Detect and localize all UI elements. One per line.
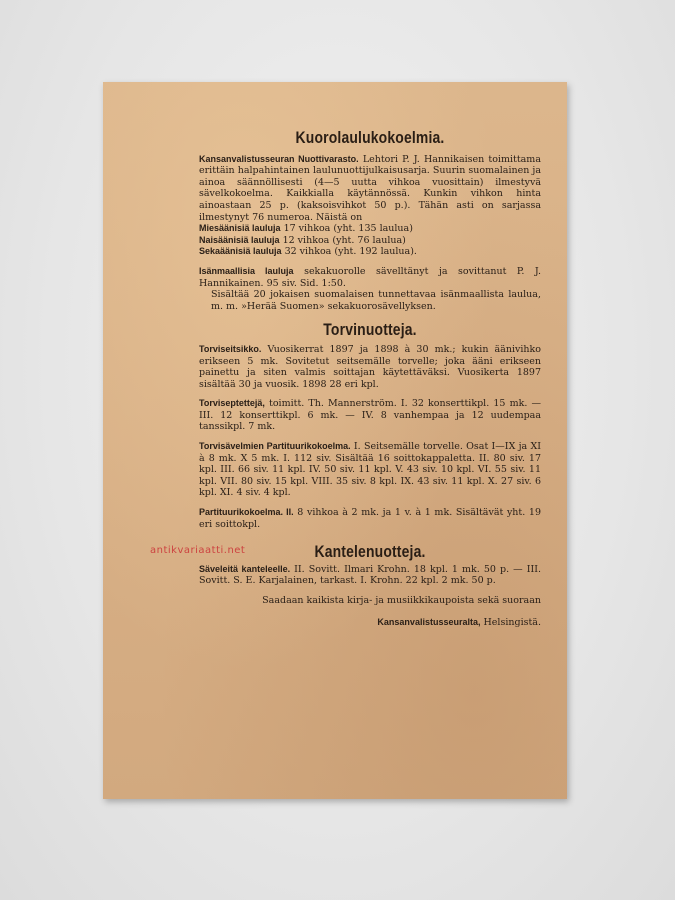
- entry-title: Torviseitsikko.: [199, 343, 262, 354]
- entry-text: sekakuorolle sävelltänyt ja sovittanut P. J. Hannikainen. 95 siv. Sid. 1:50.: [199, 265, 542, 289]
- entry-text: toimitt. Th. Mannerström. I. 32 konserttikpl. 15 mk. — III. 12 konserttikpl. 6 mk. — IV. 8 vanhempaa ja 12 uudempaa tanssikpl. 7 mk.: [199, 398, 541, 433]
- page-content: [199, 128, 542, 628]
- female-songs-label: Naisäänisiä lauluja: [199, 234, 280, 245]
- entry-text: 8 vihkoa à 2 mk. ja 1 v. à 1 mk. Sisältävät yht. 19 eri soittokpl.: [199, 507, 541, 530]
- male-songs-label: Miesäänisiä lauluja: [199, 223, 281, 234]
- availability-note: Saadaan kaikista kirja- ja musiikkikaupoista sekä suoraan: [262, 595, 541, 606]
- male-songs-text: 17 vihkoa (yht. 135 laulua): [283, 223, 413, 235]
- entry-title: Torvisävelmien Partituurikokoelma.: [199, 441, 351, 452]
- mixed-songs-text: 32 vihkoa (yht. 192 laulua).: [284, 246, 417, 258]
- entry-title: Säveleitä kanteleelle.: [199, 563, 291, 574]
- heading-kantele: Kantelenuotteja.: [314, 542, 426, 562]
- entry-torviseptetteja: [199, 398, 541, 433]
- entry-kantele: [199, 564, 541, 587]
- entry-title: Partituurikokoelma. II.: [199, 507, 294, 518]
- entry-text: I. Seitsemälle torvelle. Osat I—IX ja XI à 8 mk. X 5 mk. I. 112 siv. Sisältää 16 soittokappaletta. II. 80 siv. 17 kpl. III. 66 siv. 11 kpl. IV. 50 siv. 11 kpl. V. 43 siv. 10 kpl. VI. 55 siv. 11 kpl. VII. 80 siv. 15 kpl. VIII. 35 siv. 8 kpl. IX. 43 siv. 11 kpl. X. 27 siv. 6 kpl. XI. 4 siv. 4 kpl.: [199, 441, 541, 499]
- booklet-back-cover: [103, 82, 567, 799]
- heading-choral: Kuorolaulukokoelmia.: [295, 128, 445, 147]
- female-songs-text: 12 vihkoa (yht. 76 laulua): [282, 234, 406, 246]
- publisher-line: [199, 617, 541, 629]
- entry-text: Lehtori P. J. Hannikaisen toimittama erittäin halpahintainen laulunuottijulkaisusarja. Suurin suomalainen ja ainoa säännöllisesti (4—5 uutta vihkoa vuosittain) ilmestyvä sävelkokoelma. Kaikkialla käytännössä. Kunkin vihkon hinta ainoastaan 25 p. (kaksoisvihkot 50 p.). Tähän asti on sarjassa ilmestynyt 76 numeroa. Näistä on: [199, 153, 541, 223]
- entry-description: Sisältää 20 jokaisen suomalaisen tunnettavaa isänmaallista laulua, m. m. »Herää Suomen» sekakuorosävellyksen.: [211, 289, 541, 312]
- entry-text: Vuosikerrat 1897 ja 1898 à 30 mk.; kukin äänivihko erikseen 5 mk. Sovitetut seitsemälle torvelle; joka ääni erikseen painettu ja siten valmis soittajan käytettäväksi. Vuosikerta 1897 sisältää 30 ja vuosik. 1898 28 eri kpl.: [199, 343, 542, 390]
- entry-isanmaallisia: [199, 266, 541, 312]
- entry-title: Torviseptettejä,: [199, 398, 265, 409]
- watermark: antikvariaatti.net: [150, 545, 246, 556]
- entry-text: II. Sovitt. Ilmari Krohn. 18 kpl. 1 mk. 50 p. — III. Sovitt. S. E. Karjalainen, tarkast. I. Krohn. 22 kpl. 2 mk. 50 p.: [199, 563, 541, 587]
- entry-partituurikokoelma-2: [199, 507, 541, 530]
- heading-horns: Torvinuotteja.: [323, 320, 417, 340]
- entry-partituurikokoelma-1: [199, 441, 541, 499]
- publisher-city: Helsingistä.: [483, 616, 541, 628]
- entry-torviseitsikko: [199, 344, 541, 390]
- mixed-songs-label: Sekaäänisiä lauluja: [199, 246, 282, 257]
- entry-nuottivarasto: [199, 154, 541, 258]
- entry-title: Isänmaallisia lauluja: [199, 265, 294, 276]
- entry-title: Kansanvalistusseuran Nuottivarasto.: [199, 153, 359, 164]
- publisher-name: Kansanvalistusseuralta,: [377, 616, 481, 627]
